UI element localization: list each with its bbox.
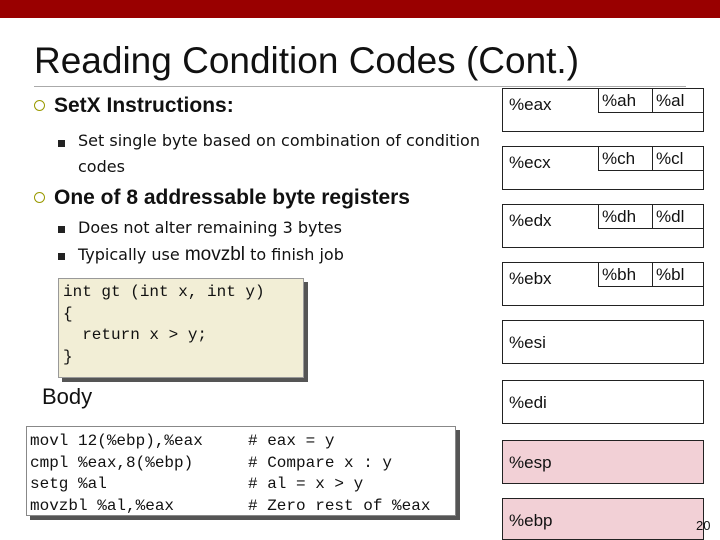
- register-ecx: [502, 146, 704, 190]
- text-fragment: to finish job: [245, 245, 344, 264]
- register-name: %edx: [509, 211, 552, 230]
- inline-code: movzbl: [184, 244, 245, 265]
- asm-line: movl 12(%ebp),%eax: [30, 432, 203, 450]
- register-high-byte: %ch: [598, 147, 652, 171]
- bullet-use-movzbl: [78, 242, 344, 268]
- register-name: %ebp: [509, 511, 553, 530]
- bullet-circle-icon: [34, 192, 45, 203]
- square-bullet-icon: [58, 253, 65, 260]
- assembly-box: [26, 426, 456, 516]
- square-bullet-icon: [58, 226, 65, 233]
- register-low-byte: %dl: [652, 205, 704, 229]
- register-esi: [502, 320, 704, 364]
- code-line: int gt (int x, int y): [63, 283, 265, 301]
- title-divider: [34, 86, 686, 87]
- register-name: %edi: [509, 393, 547, 412]
- register-ebx: [502, 262, 704, 306]
- code-line: {: [63, 304, 73, 323]
- code-line: return x > y;: [63, 326, 208, 344]
- text-fragment: Typically use: [78, 245, 185, 264]
- register-low-byte: %bl: [652, 263, 704, 287]
- bullet-circle-icon: [34, 100, 45, 111]
- code-line: }: [63, 347, 73, 366]
- register-name: %eax: [509, 95, 552, 114]
- assembly-instructions: [30, 431, 203, 517]
- page-number: 20: [696, 518, 711, 533]
- register-high-byte: %bh: [598, 263, 652, 287]
- body-label: Body: [42, 384, 93, 409]
- square-bullet-icon: [58, 140, 65, 147]
- bullet-byte-registers: One of 8 addressable byte registers: [54, 186, 410, 209]
- register-high-byte: %ah: [598, 89, 652, 113]
- register-low-byte: %al: [652, 89, 704, 113]
- bullet-no-alter: Does not alter remaining 3 bytes: [78, 218, 342, 237]
- slide-title: Reading Condition Codes (Cont.): [34, 40, 580, 81]
- bullet-setx: SetX Instructions:: [54, 94, 234, 117]
- asm-line: movzbl %al,%eax: [30, 496, 175, 515]
- register-low-byte: %cl: [652, 147, 704, 171]
- register-eax: [502, 88, 704, 132]
- asm-comment: # al = x > y: [248, 475, 364, 493]
- c-code: [59, 279, 303, 368]
- register-name: %esp: [509, 453, 552, 472]
- bullet-setx-detail: Set single byte based on combination of condition codes: [78, 131, 480, 176]
- top-banner: [0, 0, 720, 18]
- register-edx: [502, 204, 704, 248]
- asm-comment: # Compare x : y: [248, 453, 393, 472]
- c-code-box: [58, 278, 304, 378]
- register-high-byte: %dh: [598, 205, 652, 229]
- assembly-comments: [248, 431, 430, 517]
- register-name: %ecx: [509, 153, 551, 172]
- asm-line: setg %al: [30, 475, 107, 493]
- register-name: %ebx: [509, 269, 552, 288]
- register-edi: [502, 380, 704, 424]
- asm-comment: # eax = y: [248, 432, 335, 450]
- asm-line: cmpl %eax,8(%ebp): [30, 453, 194, 472]
- register-ebp: [502, 498, 704, 540]
- asm-comment: # Zero rest of %eax: [248, 496, 431, 515]
- register-esp: [502, 440, 704, 484]
- register-name: %esi: [509, 333, 546, 352]
